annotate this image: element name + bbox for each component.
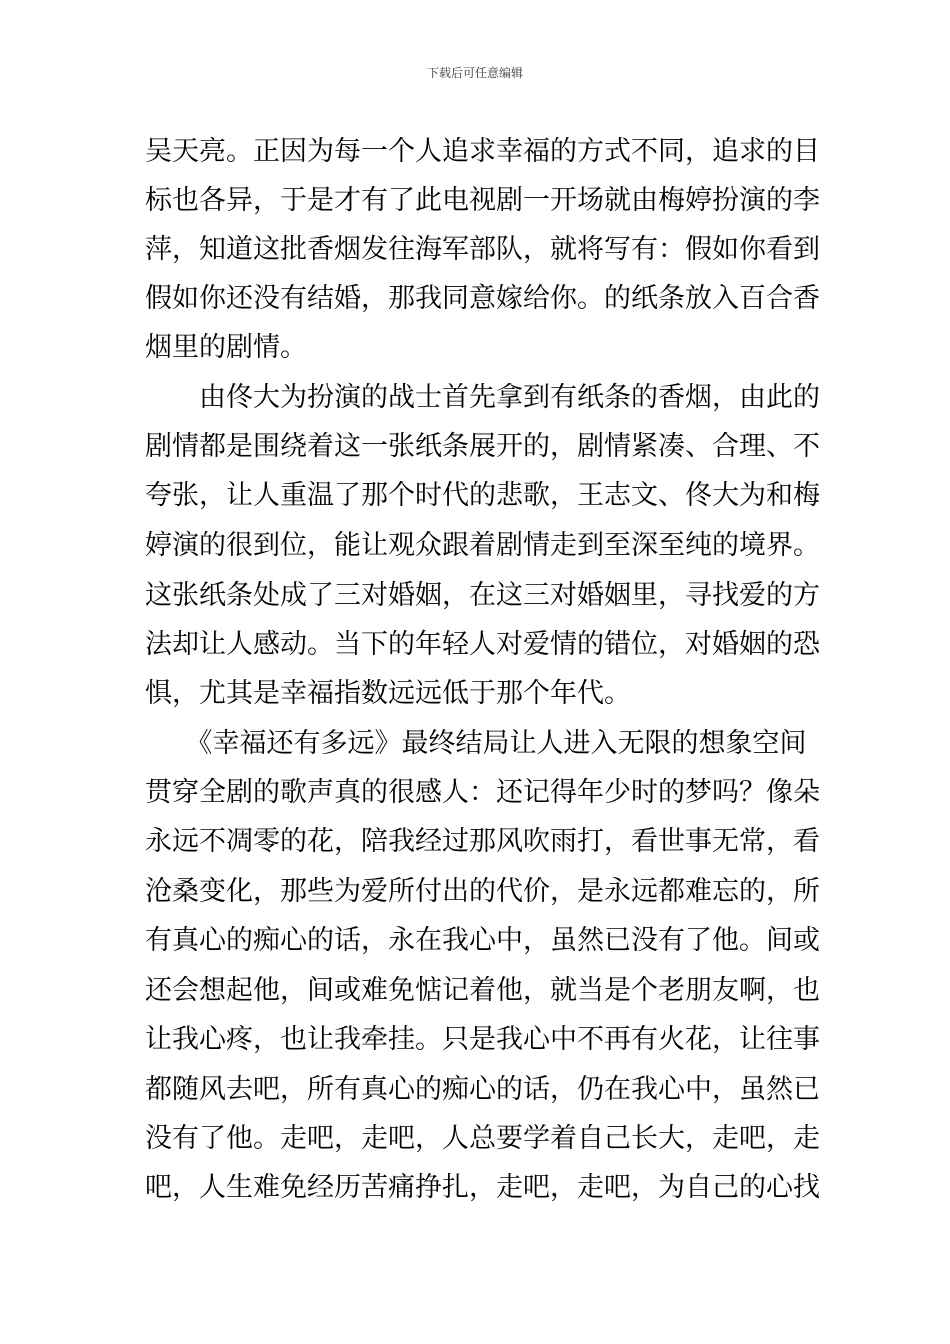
body-line: 《幸福还有多远》最终结局让人进入无限的想象空间: [145, 728, 807, 759]
body-line: 吴天亮。正因为每一个人追求幸福的方式不同，追求的目: [145, 136, 820, 167]
body-line: 吧，人生难免经历苦痛挣扎，走吧，走吧，为自己的心找: [145, 1172, 820, 1203]
body-line: 贯穿全剧的歌声真的很感人：还记得年少时的梦吗？像朵: [145, 777, 820, 808]
body-line: 夸张，让人重温了那个时代的悲歌，王志文、佟大为和梅: [145, 480, 820, 511]
body-line: 这张纸条处成了三对婚姻，在这三对婚姻里，寻找爱的方: [145, 580, 820, 611]
body-line: 让我心疼，也让我牵挂。只是我心中不再有火花，让往事: [145, 1024, 820, 1055]
body-line: 有真心的痴心的话，永在我心中，虽然已没有了他。间或: [145, 925, 820, 956]
body-line: 假如你还没有结婚，那我同意嫁给你。的纸条放入百合香: [145, 283, 820, 314]
page-header: 下载后可任意编辑: [426, 66, 523, 80]
body-line: 标也各异，于是才有了此电视剧一开场就由梅婷扮演的李: [145, 185, 820, 216]
body-line: 永远不凋零的花，陪我经过那风吹雨打，看世事无常，看: [145, 826, 820, 857]
body-line: 剧情都是围绕着这一张纸条展开的，剧情紧凑、合理、不: [145, 431, 820, 462]
body-line: 烟里的剧情。: [145, 332, 307, 363]
body-line: 没有了他。走吧，走吧，人总要学着自己长大，走吧，走: [145, 1123, 820, 1154]
body-line: 萍，知道这批香烟发往海军部队，就将写有：假如你看到: [145, 234, 820, 265]
body-line: 惧，尤其是幸福指数远远低于那个年代。: [145, 678, 631, 709]
body-line: 婷演的很到位，能让观众跟着剧情走到至深至纯的境界。: [145, 530, 820, 561]
body-line: 由佟大为扮演的战士首先拿到有纸条的香烟，由此的: [145, 382, 820, 413]
body-line: 沧桑变化，那些为爱所付出的代价，是永远都难忘的，所: [145, 876, 820, 907]
body-line: 还会想起他，间或难免惦记着他，就当是个老朋友啊，也: [145, 975, 820, 1006]
body-line: 都随风去吧，所有真心的痴心的话，仍在我心中，虽然已: [145, 1074, 820, 1105]
body-line: 法却让人感动。当下的年轻人对爱情的错位，对婚姻的恐: [145, 629, 820, 660]
